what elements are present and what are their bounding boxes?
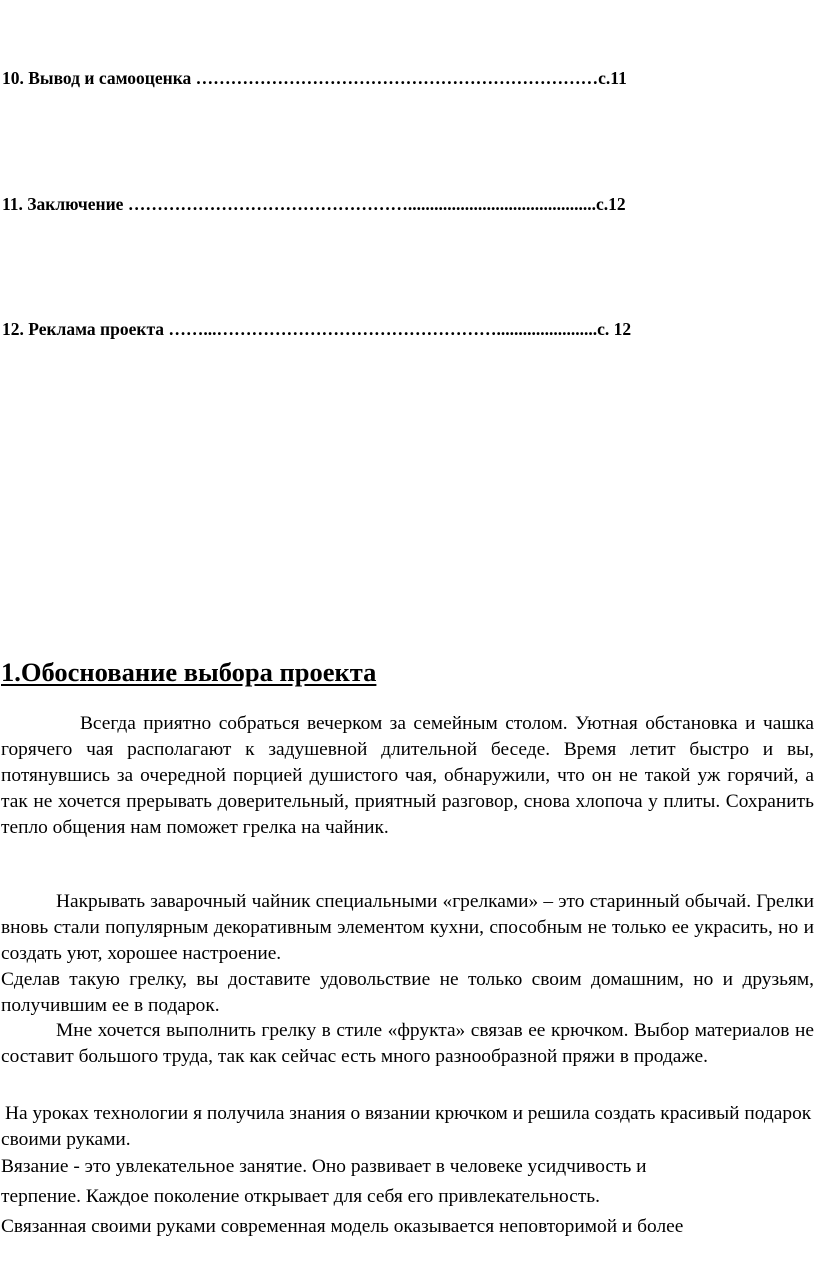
paragraph: Мне хочется выполнить грелку в стиле «фрукта» связав ее крючком. Выбор материалов не составит большого труда, так как сейчас есть много разнообразной пряжи в продаже.	[1, 1020, 814, 1067]
paragraph: На уроках технологии я получила знания о вязании крючком и решила создать красивый подарок своими руками.	[1, 1103, 812, 1150]
paragraph: Всегда приятно собраться вечерком за семейным столом. Уютная обстановка и чашка горячего чая располагают к задушевной длительной беседе. Время летит быстро и вы, потянувшись за очередной порцией душистого чая, обнаружили, что он не такой уж горячий, а так не хочется прерывать доверительный, приятный разговор, снова хлопоча у плиты. Сохранить тепло общения нам поможет грелка на чайник.	[1, 713, 814, 838]
toc-item-conclusion-self-assessment: 10. Вывод и самооценка ……………………………………………………………с.11	[2, 68, 627, 88]
paragraph: Связанная своими руками современная модель оказывается неповторимой и более	[1, 1216, 684, 1237]
section-heading: 1.Обоснование выбора проекта	[1, 657, 377, 687]
paragraph: Сделав такую грелку, вы доставите удовольствие не только своим домашним, но и друзьям, получившим ее в подарок.	[1, 969, 814, 1016]
toc-item-project-advertising: 12. Реклама проекта ……...………………………………………….......................с. 12	[2, 319, 632, 339]
paragraph: Накрывать заварочный чайник специальными «грелками» – это старинный обычай. Грелки вновь стали популярным декоративным элементом кухни, способным не только ее украсить, но и создать уют, хорошее настроение.	[1, 891, 814, 964]
paragraph: Вязание - это увлекательное занятие. Оно развивает в человеке усидчивость и	[1, 1156, 647, 1177]
toc-item-conclusion: 11. Заключение …………………………………………...........................................с.12	[2, 194, 626, 214]
paragraph: терпение. Каждое поколение открывает для себя его привлекательность.	[1, 1186, 600, 1207]
